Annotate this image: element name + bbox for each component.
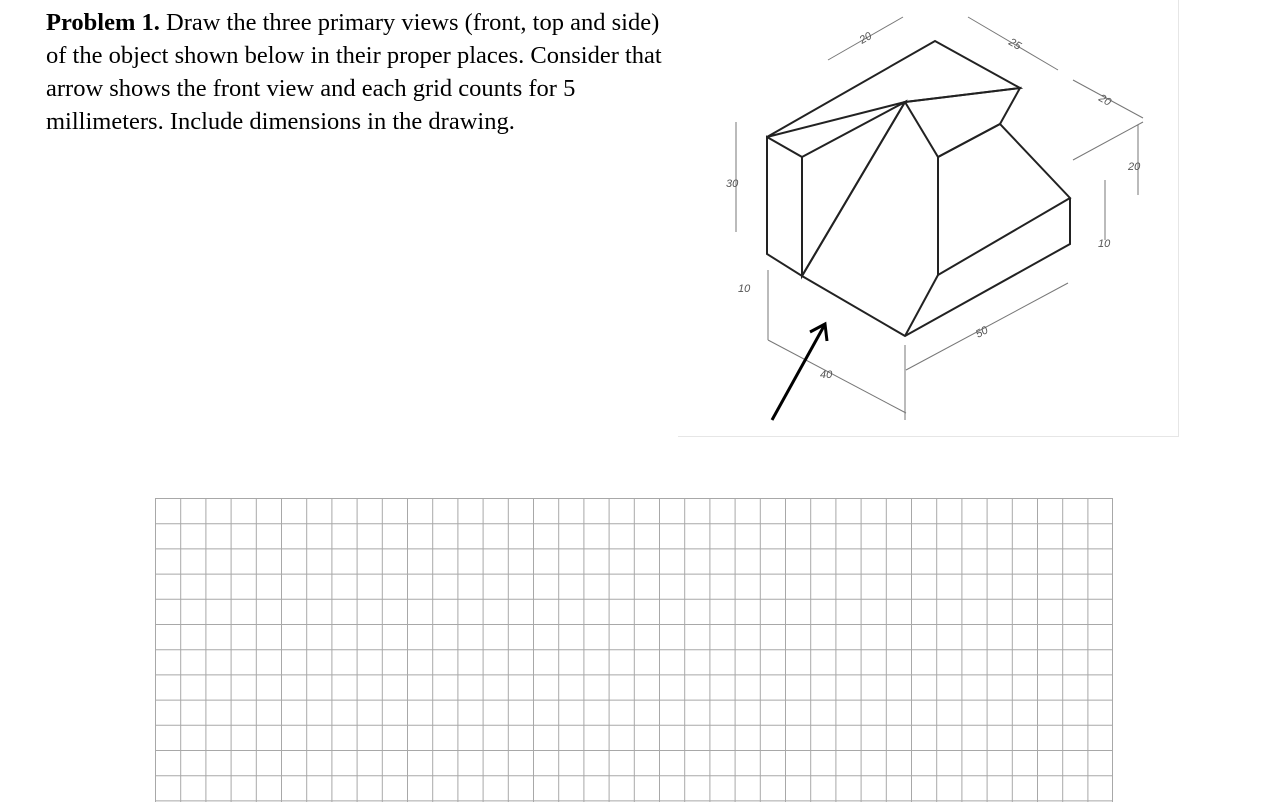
dim-right-depth: 20 (1096, 92, 1114, 109)
dim-left-height: 30 (726, 178, 739, 190)
left-face (767, 137, 802, 276)
drawing-grid (155, 498, 1115, 802)
front-view-arrow-icon (772, 324, 827, 420)
problem-text: Draw the three primary views (front, top and side) of the object shown below in their proper places. Consider that arrow shows the front view and each grid counts for 5 millimeters. Include dimensions in the drawing. (46, 9, 662, 135)
dim-left-small: 10 (738, 283, 751, 295)
isometric-drawing (678, 0, 1179, 437)
base-edge (802, 198, 1070, 336)
problem-heading: Problem 1. (46, 9, 160, 36)
dimension-lines (736, 17, 1143, 420)
front-diagonal (802, 102, 905, 276)
dim-right-height-lower: 10 (1098, 238, 1111, 250)
object-outline (767, 41, 1070, 336)
dim-bottom-length: 50 (973, 324, 991, 341)
problem-statement (46, 6, 666, 138)
slope-face (905, 88, 1020, 157)
isometric-figure (678, 0, 1179, 437)
dim-right-height-upper: 20 (1128, 161, 1141, 173)
dim-top-depth: 25 (1006, 36, 1024, 53)
right-upper-face (938, 124, 1070, 275)
dim-front-width: 40 (820, 369, 833, 381)
dim-top-width: 20 (857, 30, 875, 47)
grid-paper (155, 498, 1115, 802)
